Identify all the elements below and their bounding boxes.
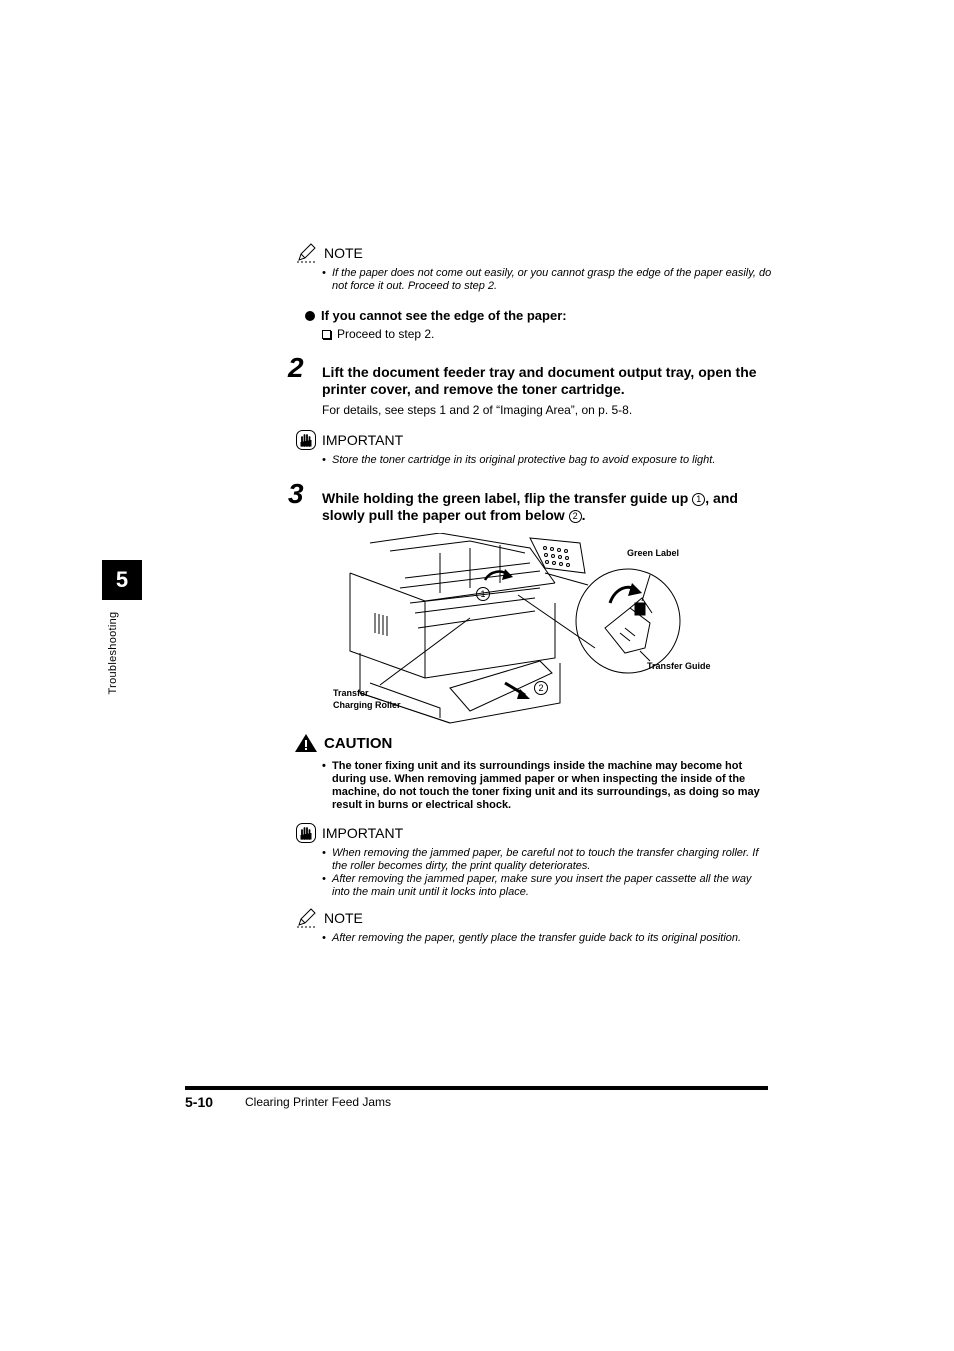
chapter-number: 5 — [115, 567, 129, 592]
note-item-text: If the paper does not come out easily, or you cannot grasp the edge of the paper easily, do not force it out. Proceed to step 2. — [332, 267, 772, 292]
label-transfer-charging-roller — [333, 687, 401, 711]
step-number-3: 3 — [288, 478, 304, 509]
note-heading-1 — [296, 243, 363, 263]
sub-heading-text: If you cannot see the edge of the paper: — [321, 308, 567, 323]
step-3-line-2 — [322, 507, 772, 524]
sub-heading — [305, 308, 567, 323]
step-3-line-2-b: . — [581, 507, 586, 523]
bullet-dot-icon — [305, 311, 315, 321]
hand-stop-icon — [296, 823, 316, 843]
circled-number-2: 2 — [569, 510, 582, 523]
pencil-note-icon — [296, 908, 318, 928]
important-item: • When removing the jammed paper, be careful not to touch the transfer charging roller. If the roller becomes dirty, the print quality deteriorates. — [322, 847, 772, 873]
important-item: • Store the toner cartridge in its original protective bag to avoid exposure to light. — [322, 454, 716, 466]
callout-2: 2 — [534, 681, 548, 695]
checkbox-item-text: Proceed to step 2. — [337, 327, 435, 341]
note-label: NOTE — [324, 245, 363, 261]
printer-illustration — [330, 533, 770, 725]
step-2-line-2: printer cover, and remove the toner cartridge. — [322, 381, 625, 397]
important-item-text: After removing the jammed paper, make sure you insert the paper cassette all the way into the main unit until it locks into place. — [332, 873, 752, 898]
step-3-line-2-a: slowly pull the paper out from below — [322, 507, 569, 523]
label-green-label: Green Label — [627, 548, 680, 558]
important-item-text: Store the toner cartridge in its original protective bag to avoid exposure to light. — [332, 454, 716, 466]
checkbox-item — [322, 327, 434, 341]
step-3-line-1 — [322, 490, 772, 507]
step-number-2: 2 — [288, 352, 304, 383]
circled-number-1: 1 — [692, 493, 705, 506]
important-heading-2 — [296, 823, 403, 843]
important-item: • After removing the jammed paper, make sure you insert the paper cassette all the way into the main unit until it locks into place. — [322, 873, 772, 899]
note-item: • After removing the paper, gently place the transfer guide back to its original position. — [322, 932, 742, 944]
page-number: 5-10 — [185, 1094, 214, 1110]
warning-triangle-icon — [294, 733, 318, 753]
roller-label-line-2: Charging Roller — [333, 700, 401, 710]
section-label-text: Troubleshooting — [107, 611, 119, 695]
step-3-heading — [322, 490, 772, 524]
step-2-line-1: Lift the document feeder tray and document output tray, open the — [322, 364, 757, 380]
important-label: IMPORTANT — [322, 432, 404, 448]
pencil-note-icon — [296, 243, 318, 263]
callout-1: 1 — [476, 587, 490, 601]
note-heading-2 — [296, 908, 363, 928]
label-transfer-guide: Transfer Guide — [647, 661, 711, 671]
chapter-section-label — [107, 593, 123, 713]
hand-stop-icon — [296, 430, 316, 450]
important-label: IMPORTANT — [322, 825, 404, 841]
roller-label-line-1: Transfer — [333, 688, 369, 698]
step-3-line-1-a: While holding the green label, flip the transfer guide up — [322, 490, 693, 506]
important-heading-1 — [296, 430, 403, 450]
note-item: • If the paper does not come out easily, or you cannot grasp the edge of the paper easily, do not force it out. Proceed to step 2. — [322, 267, 772, 292]
checkbox-icon — [322, 330, 331, 339]
important-list-2 — [322, 847, 772, 899]
caution-item: • The toner fixing unit and its surroundings inside the machine may become hot during use. When removing jammed paper or when inspecting the inside of the machine, do not touch the toner fixing unit and its surroundings, as doing so may result in burns or electrical shock. — [322, 760, 770, 812]
important-item-text: When removing the jammed paper, be careful not to touch the transfer charging roller. If the roller becomes dirty, the print quality deteriorates. — [332, 847, 759, 872]
note-label: NOTE — [324, 910, 363, 926]
footer-section-title: Clearing Printer Feed Jams — [245, 1095, 392, 1109]
note-item-text: After removing the paper, gently place the transfer guide back to its original position. — [332, 932, 742, 944]
caution-label: CAUTION — [324, 734, 393, 752]
step-2-heading — [322, 364, 772, 398]
footer-rule — [185, 1086, 768, 1090]
caution-item-text: The toner fixing unit and its surroundings inside the machine may become hot during use. When removing jammed paper or when inspecting the inside of the machine, do not touch the toner fixing unit and its surroundings, as doing so may result in burns or electrical shock. — [332, 760, 760, 811]
step-2-details: For details, see steps 1 and 2 of “Imaging Area”, on p. 5-8. — [322, 403, 633, 417]
step-3-line-1-b: , and — [705, 490, 738, 506]
caution-heading — [294, 733, 392, 753]
